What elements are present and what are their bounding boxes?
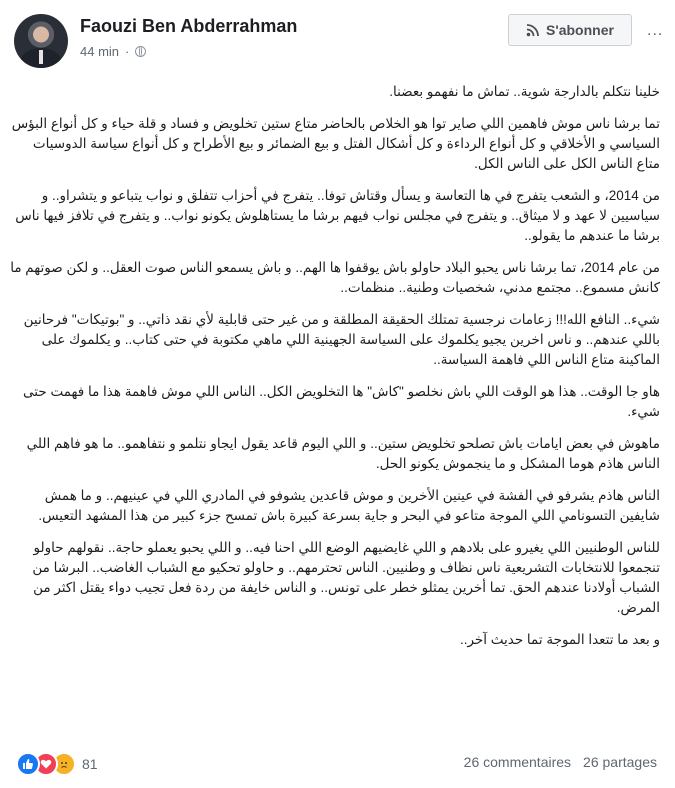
more-options-icon[interactable]: ... (647, 22, 664, 39)
paragraph: ماهوش في بعض ايامات باش تصلحو تخلويض ستين.. و اللي اليوم قاعد يقول ايجاو نتلمو و نتفاهمو.. ما هو فاهم اللي الناس هاذم هوما المشكل و ما ينجموش يكونو الحل. (26, 436, 660, 471)
paragraph: الناس هاذم يشرفو في الفشة في عينين الأخرين و موش قاعدين يشوفو في المادري اللي في عينيهم.. و ما همش شايفين التسونامي اللي الموجة متاعو في البحر و جاية بسرعة كبيرة باش تمسح جزء كبير من هذا المشهد التعيس. (38, 488, 660, 523)
avatar-tie (39, 50, 43, 64)
paragraph: من عام 2014، تما برشا ناس يحبو البلاد حاولو باش يوقفوا ها الهم.. و باش يسمعو الناس صوت العقل.. و لكن صوتهم ما كانش مسموع.. مجتمع مدني، شخصيات وطنية.. منظمات.. (10, 260, 660, 295)
paragraph: و بعد ما تتعدا الموجة تما حديث آخر.. (459, 632, 660, 647)
paragraph: خلينا نتكلم بالدارجة شوية.. تماش ما نفهمو بعضنا. (389, 84, 660, 99)
subscribe-button[interactable] (508, 14, 632, 46)
avatar[interactable] (14, 14, 68, 68)
paragraph: للناس الوطنيين اللي يغيرو على بلادهم و اللي غايضيهم الوضع اللي احنا فيه.. و اللي يحبو يعملو حاجة.. نقولهم حاولو تنجمعوا للانتخابات التشريعية ناس نظاف و وطنيين. الناس تحترمهم.. و حاولو تحكيو مع الشباب الغاضب.. البرشا من الشباب أولادنا عندهم الحق. تما أخرين يمثلو خطر على تونس.. و الناس خايفة من ردة فعل تجيب دواء يقتل اكثر من المرض. (32, 540, 660, 615)
post-meta (80, 44, 146, 59)
globe-icon[interactable] (135, 46, 146, 57)
post-stats (464, 754, 657, 770)
meta-separator: · (125, 44, 130, 59)
post-text (6, 82, 660, 662)
author-name[interactable]: Faouzi Ben Abderrahman (80, 16, 298, 36)
paragraph: شيء.. النافع الله!!! زعامات نرجسية تمتلك الحقيقة المطلقة و من غير حتى قابلية لأي نقد ذاتي.. و "بوتيكات" فرحانين باللي عندهم.. و ناس اخرين يجيو يكلموك على السياسة الجهينية اللي ماهي مكتوبة في حتى كتاب.. و يكلموك على الماكينة متاع الناس اللي فاهمة السياسة.. (23, 312, 660, 367)
like-icon (16, 752, 40, 776)
reaction-count: 81 (82, 756, 98, 772)
shares-count[interactable]: 26 partages (583, 754, 657, 770)
rss-icon (526, 23, 540, 37)
post-time[interactable]: 44 min (80, 44, 120, 59)
reactions-summary[interactable] (16, 752, 98, 776)
post-footer (0, 744, 675, 784)
post-header (0, 0, 675, 80)
paragraph: هاو جا الوقت.. هذا هو الوقت اللي باش نخلصو "كاش" ها التخلويض الكل.. الناس اللي موش فاهمة هذا ما فهمت حتى شيء. (23, 384, 660, 419)
paragraph: تما برشا ناس موش فاهمين اللي صاير توا هو الخلاص بالحاضر متاع ستين تخلويض و فساد و قلة حياء و كل أنواع البؤس السياسي و الأخلاقي و كل أنواع الرداءة و كل أشكال الفتل و بيع الضمائر و بيع الأطراح و كل أنواع سياسة الدوسيات متاع الناس الكل على الناس الكل. (11, 116, 660, 171)
subscribe-label: S'abonner (546, 22, 614, 38)
paragraph: من 2014، و الشعب يتفرج في ها التعاسة و يسأل وقتاش توفا.. يتفرج في أحزاب تتفلق و نواب يتباعو و يتشراو.. و سياسيين لا عهد و لا ميثاق.. و يتفرج في مجلس نواب فيهم برشا ما يستاهلوش يكونو نواب.. و يتفرج في تلافز فيها ناس برشا ما عندهم ما يقولو.. (15, 188, 660, 243)
comments-count[interactable]: 26 commentaires (463, 754, 572, 770)
